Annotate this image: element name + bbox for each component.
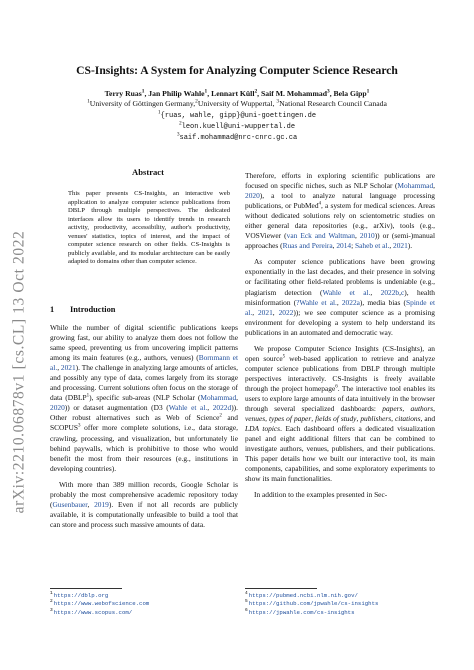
footnote[interactable]: $^5$https://github.com/jpwahle/cs-insights bbox=[245, 599, 379, 608]
arxiv-watermark bbox=[6, 182, 32, 562]
footnotes-right bbox=[245, 592, 378, 617]
intro-paragraph-4: As computer science publications have been growing exponentially in the last decades, and their presence in solving or facilitating other field-related problems is undeniable (e.g., plagiarism detection (Wahle et al., 2022b,c), health misinformation (?Wahle et al., 2022a), media bias (Spinde et al., 2021, 2022)); we see computer science as a promising environment for developing a system to help understand its publications in an automated and democratic way. bbox=[245, 257, 436, 337]
paper-title: CS-Insights: A System for Analyzing Computer Science Research bbox=[76, 64, 398, 77]
author-email-1: $^1${ruas, wahle, gipp}@uni-goettingen.de bbox=[157, 109, 317, 120]
footnote-rule-left bbox=[50, 588, 122, 589]
author-email-2: $^2$leon.kuell@uni-wuppertal.de bbox=[178, 120, 296, 131]
abstract-text: This paper presents CS-Insights, an interactive web application to analyze computer science publications from DBLP through multiple perspectives. The dedicated interfaces allow its users to identify trends in research activity, productivity, accessibility, author's productivity, venues' statistics, topics of interest, and the impact of computer science research on other fields. CS-Insights is publicly available, and its modular architecture can be easily adapted to domains other than computer science. bbox=[68, 190, 230, 265]
left-column-body bbox=[50, 323, 238, 530]
section-heading-introduction bbox=[50, 305, 115, 314]
footnote[interactable]: $^6$https://jpwahle.com/cs-insights bbox=[245, 607, 355, 616]
author-names: Terry Ruas$^1$, Jan Philip Wahle$^1$, Lennart Küll$^2$, Saif M. Mohammad$^3$, Bela Gipp$^1$ bbox=[104, 88, 370, 98]
author-email-3: $^3$saif.mohammad@nrc-cnrc.gc.ca bbox=[176, 131, 298, 143]
footnote-rule-right bbox=[245, 588, 317, 589]
right-column-body bbox=[245, 171, 435, 500]
footnote[interactable]: $^3$https://www.scopus.com/ bbox=[50, 607, 133, 616]
intro-paragraph-3: Therefore, efforts in exploring scientific publications are focused on specific niches, such as NLP Scholar (Mohammad, 2020), a tool to analyze natural language processing publications, or PubMed$^4$, a system for medical sciences. Areas without dedicated solutions rely on scientometric studies on either general data repositories (e.g., arXiv), tools (e.g., VOSViewer (van Eck and Waltman, 2010)) or (semi-)manual approaches (Ruas and Pereira, 2014; Saheb et al., 2021). bbox=[245, 171, 435, 251]
intro-paragraph-1: While the number of digital scientific publications keeps growing fast, our ability to analyze them does not follow the same speed, preventing us from uncovering implicit patterns among its main features (e.g., authors, venues) (Bornmann et al., 2021). The challenge in analyzing large amounts of articles, and possibly any type of data, comes largely from its storage and processing. Current solutions often focus on the storage of data (DBLP$^1$), specific sub-areas (NLP Scholar (Mohammad, 2020)) or dataset augmentation (D3 (Wahle et al., 2022d)). Other robust alternatives such as Web of Science$^2$ and SCOPUS$^3$ offer more complete solutions, i.e., data storage, crawling, processing, and visualization, but unfortunately lie behind paywalls, which is prohibitive to those who would benefit the most from their resources (e.g., institutions in developing countries). bbox=[50, 323, 238, 473]
arxiv-identifier: arXiv:2210.06878v1 [cs.CL] 13 Oct 2022 bbox=[10, 230, 28, 514]
intro-paragraph-6: In addition to the examples presented in Sec- bbox=[254, 490, 388, 500]
section-number: 1 bbox=[50, 305, 55, 314]
footnote[interactable]: $^2$https://www.webofscience.com bbox=[50, 599, 150, 608]
author-block bbox=[40, 89, 434, 143]
intro-paragraph-5: We propose Computer Science Insights (CS-Insights), an open source$^5$ web-based application to retrieve and analyze computer science publications from DBLP through multiple perspectives interactively. CS-Insights is freely available through the project homepage$^6$. The interactive tool enables its users to explore large amounts of data intuitively in the browser through several specialized dashboards: papers, authors, venues, types of paper, fields of study, publishers, citations, and LDA topics. Each dashboard offers a dedicated visualization panel and eight additional filters that can be combined to investigate authors, venues, publishers, and their publications. This paper details how we built our interactive tool, its main components, capabilities, and some exploratory experiments to show its main functionalities. bbox=[245, 343, 436, 484]
footnote[interactable]: $^1$https://dblp.org bbox=[50, 591, 109, 599]
abstract-heading: Abstract bbox=[132, 167, 164, 177]
footnotes-left bbox=[50, 592, 149, 617]
intro-paragraph-2: With more than 389 million records, Google Scholar is probably the most comprehensive academic repository today (Gusenbauer, 2019). Even if not all records are publicly available, it is computationally unfeasible to build a tool that can store and process such massive amounts of data. bbox=[50, 479, 238, 529]
section-title: Introduction bbox=[70, 305, 116, 314]
author-affiliations: $^1$University of Göttingen Germany,$^2$University of Wuppertal, $^3$National Research Council Canada bbox=[87, 98, 387, 109]
footnote[interactable]: $^4$https://pubmed.ncbi.nlm.nih.gov/ bbox=[245, 591, 358, 599]
